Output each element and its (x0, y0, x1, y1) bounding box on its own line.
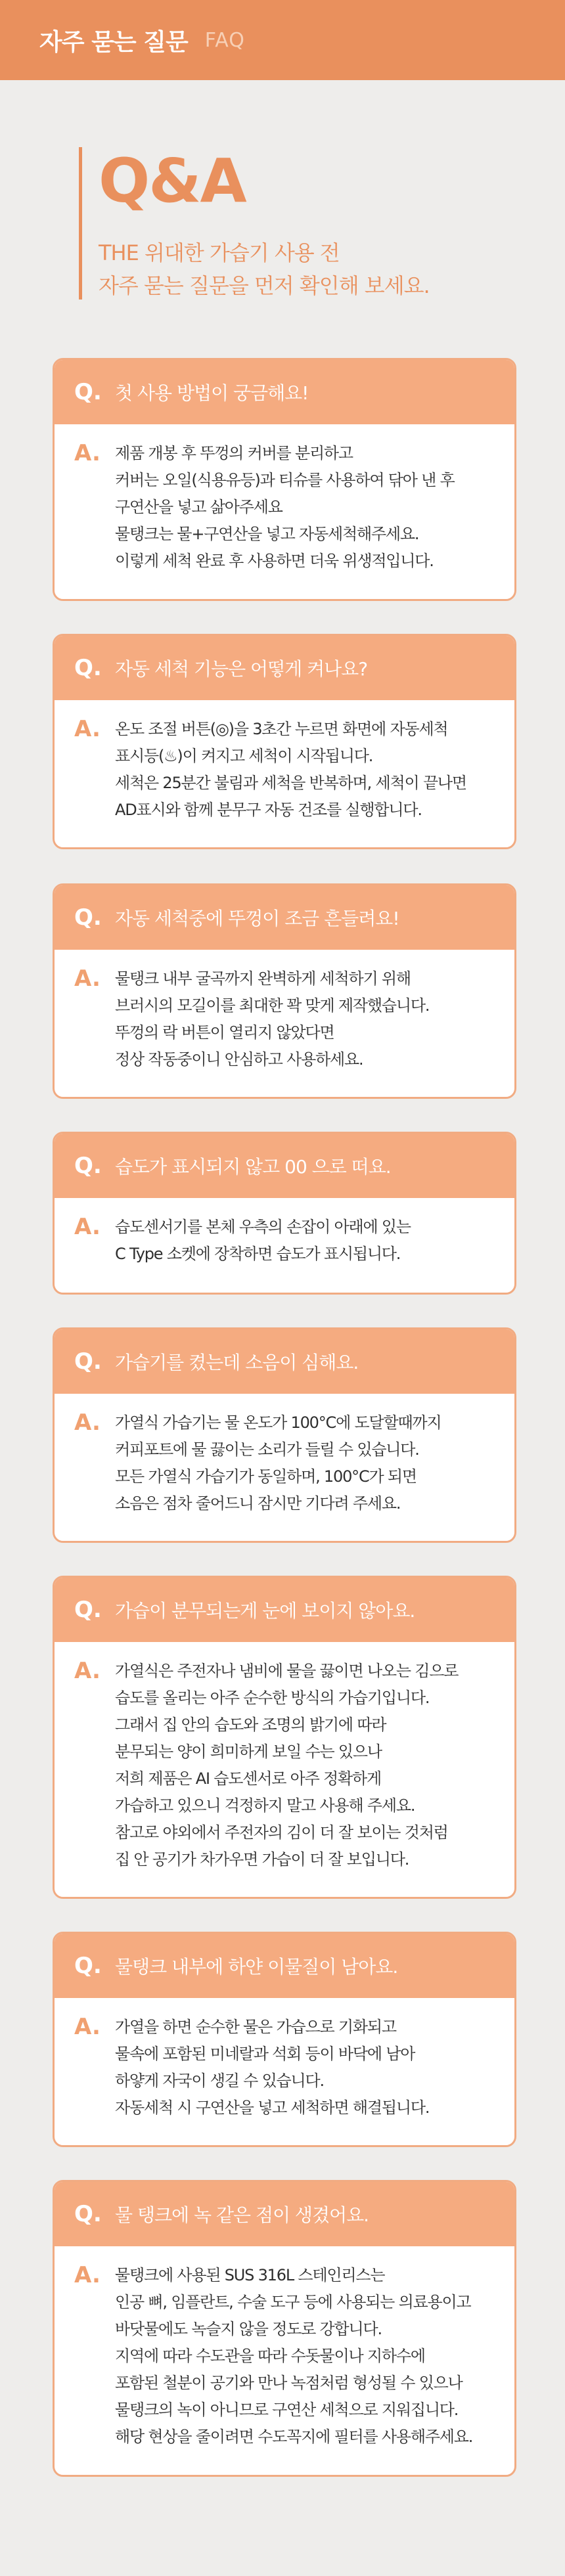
answer-line: 브러시의 모길이를 최대한 꽉 맞게 제작했습니다. (115, 996, 430, 1015)
faq-question: 가습이 분무되는게 눈에 보이지 않아요. (115, 1600, 415, 1622)
faq-question-bar[interactable] (55, 2182, 514, 2246)
answer-line: 소음은 점차 줄어드니 잠시만 기다려 주세요. (115, 1494, 401, 1513)
answer-line: AD표시와 함께 분무구 자동 건조를 실행합니다. (115, 801, 422, 819)
faq-answer (55, 1642, 514, 1873)
intro-section (79, 147, 430, 300)
answer-line: 그래서 집 안의 습도와 조명의 밝기에 따라 (115, 1716, 386, 1734)
q-mark: Q. (74, 379, 102, 405)
faq-answer (55, 1998, 514, 2121)
q-mark: Q. (74, 2201, 102, 2227)
answer-line: 자동세척 시 구연산을 넣고 세척하면 해결됩니다. (115, 2099, 430, 2117)
answer-line: 가습하고 있으니 걱정하지 말고 사용해 주세요. (115, 1796, 415, 1815)
answer-line: 가열을 하면 순수한 물은 가습으로 기화되고 (115, 2018, 396, 2036)
answer-line: 세척은 25분간 불림과 세척을 반복하며, 세척이 끝나면 (115, 774, 466, 792)
answer-line: 커버는 오일(식용유등)과 티슈를 사용하여 닦아 낸 후 (115, 471, 455, 489)
answer-line: 가열식은 주전자나 냄비에 물을 끓이면 나오는 김으로 (115, 1662, 459, 1680)
faq-question: 물 탱크에 녹 같은 점이 생겼어요. (115, 2204, 369, 2226)
faq-question-bar[interactable] (55, 1934, 514, 1998)
faq-answer (55, 1394, 514, 1517)
faq-answer (55, 1198, 514, 1268)
a-mark: A. (74, 2014, 101, 2040)
faq-answer (55, 424, 514, 575)
answer-line: 커피포트에 물 끓이는 소리가 들릴 수 있습니다. (115, 1440, 419, 1459)
faq-question-bar[interactable] (55, 1578, 514, 1642)
answer-line: 물탱크에 사용된 SUS 316L 스테인리스는 (115, 2266, 385, 2284)
answer-line: 정상 작동중이니 안심하고 사용하세요. (115, 1050, 363, 1069)
faq-card[interactable] (53, 358, 516, 601)
q-mark: Q. (74, 1597, 102, 1623)
faq-card[interactable] (53, 1576, 516, 1899)
qa-heading: Q&A (99, 146, 246, 216)
answer-line: 인공 뼈, 임플란트, 수술 도구 등에 사용되는 의료용이고 (115, 2293, 471, 2311)
faq-card[interactable] (53, 2180, 516, 2477)
faq-answer (55, 700, 514, 824)
answer-line: 표시등(♨)이 켜지고 세척이 시작됩니다. (115, 747, 373, 765)
answer-line: 분무되는 양이 희미하게 보일 수는 있으나 (115, 1743, 382, 1761)
answer-line: 습도센서기를 본체 우측의 손잡이 아래에 있는 (115, 1218, 411, 1236)
faq-card[interactable] (53, 634, 516, 849)
answer-line: 물탱크 내부 굴곡까지 완벽하게 세척하기 위해 (115, 969, 411, 988)
answer-line: 물탱크의 녹이 아니므로 구연산 세척으로 지워집니다. (115, 2401, 459, 2419)
answer-line: 바닷물에도 녹슬지 않을 정도로 강합니다. (115, 2320, 382, 2338)
a-mark: A. (74, 1410, 101, 1436)
answer-line: 온도 조절 버튼(◎)을 3초간 누르면 화면에 자동세척 (115, 720, 448, 738)
intro-line: THE 위대한 가습기 사용 전 (99, 240, 340, 265)
faq-answer (55, 2246, 514, 2451)
a-mark: A. (74, 966, 101, 992)
answer-line: 저희 제품은 AI 습도센서로 아주 정확하게 (115, 1769, 381, 1788)
answer-line: 포함된 철분이 공기와 만나 녹점처럼 형성될 수 있으나 (115, 2374, 463, 2392)
a-mark: A. (74, 716, 101, 742)
answer-line: 집 안 공기가 차가우면 가습이 더 잘 보입니다. (115, 1850, 409, 1869)
faq-question-bar[interactable] (55, 360, 514, 424)
header-title: 자주 묻는 질문 (39, 28, 188, 56)
faq-card[interactable] (53, 1132, 516, 1295)
q-mark: Q. (74, 655, 102, 681)
faq-question-bar[interactable] (55, 1329, 514, 1394)
faq-question-bar[interactable] (55, 885, 514, 950)
answer-line: 구연산을 넣고 삶아주세요 (115, 498, 282, 516)
answer-line: C Type 소켓에 장착하면 습도가 표시됩니다. (115, 1245, 401, 1263)
faq-question-bar[interactable] (55, 1134, 514, 1198)
faq-question: 습도가 표시되지 않고 00 으로 떠요. (115, 1156, 391, 1178)
answer-line: 가열식 가습기는 물 온도가 100°C에 도달할때까지 (115, 1413, 441, 1432)
q-mark: Q. (74, 1153, 102, 1179)
q-mark: Q. (74, 904, 102, 931)
faq-question: 가습기를 켰는데 소음이 심해요. (115, 1352, 359, 1373)
faq-card[interactable] (53, 1327, 516, 1543)
a-mark: A. (74, 1658, 101, 1684)
answer-line: 물탱크는 물+구연산을 넣고 자동세척해주세요. (115, 525, 419, 543)
answer-line: 제품 개봉 후 뚜껑의 커버를 분리하고 (115, 444, 353, 462)
answer-line: 모든 가열식 가습기가 동일하며, 100°C가 되면 (115, 1467, 417, 1486)
faq-question-bar[interactable] (55, 636, 514, 700)
answer-line: 지역에 따라 수도관을 따라 수돗물이나 지하수에 (115, 2347, 425, 2365)
answer-line: 해당 현상을 줄이려면 수도꼭지에 필터를 사용해주세요. (115, 2428, 473, 2446)
answer-line: 물속에 포함된 미네랄과 석회 등이 바닥에 남아 (115, 2045, 415, 2063)
q-mark: Q. (74, 1953, 102, 1979)
answer-line: 이렇게 세척 완료 후 사용하면 더욱 위생적입니다. (115, 552, 434, 570)
answer-line: 참고로 야외에서 주전자의 김이 더 잘 보이는 것처럼 (115, 1823, 448, 1842)
a-mark: A. (74, 2262, 101, 2288)
a-mark: A. (74, 440, 101, 466)
intro-line: 자주 묻는 질문을 먼저 확인해 보세요. (99, 273, 430, 298)
faq-question: 자동 세척 기능은 어떻게 켜나요? (115, 658, 368, 680)
faq-card[interactable] (53, 1932, 516, 2147)
header-subtitle: FAQ (204, 28, 245, 52)
answer-line: 하얗게 자국이 생길 수 있습니다. (115, 2072, 324, 2090)
faq-question: 물탱크 내부에 하얀 이물질이 남아요. (115, 1956, 398, 1978)
faq-question: 첫 사용 방법이 궁금해요! (115, 382, 309, 404)
faq-question: 자동 세척중에 뚜껑이 조금 흔들려요! (115, 908, 399, 929)
q-mark: Q. (74, 1348, 102, 1375)
page-header (0, 0, 565, 80)
answer-line: 습도를 올리는 아주 순수한 방식의 가습기입니다. (115, 1689, 430, 1707)
faq-card[interactable] (53, 883, 516, 1099)
a-mark: A. (74, 1214, 101, 1240)
faq-answer (55, 950, 514, 1073)
answer-line: 뚜껑의 락 버튼이 열리지 않았다면 (115, 1023, 334, 1042)
